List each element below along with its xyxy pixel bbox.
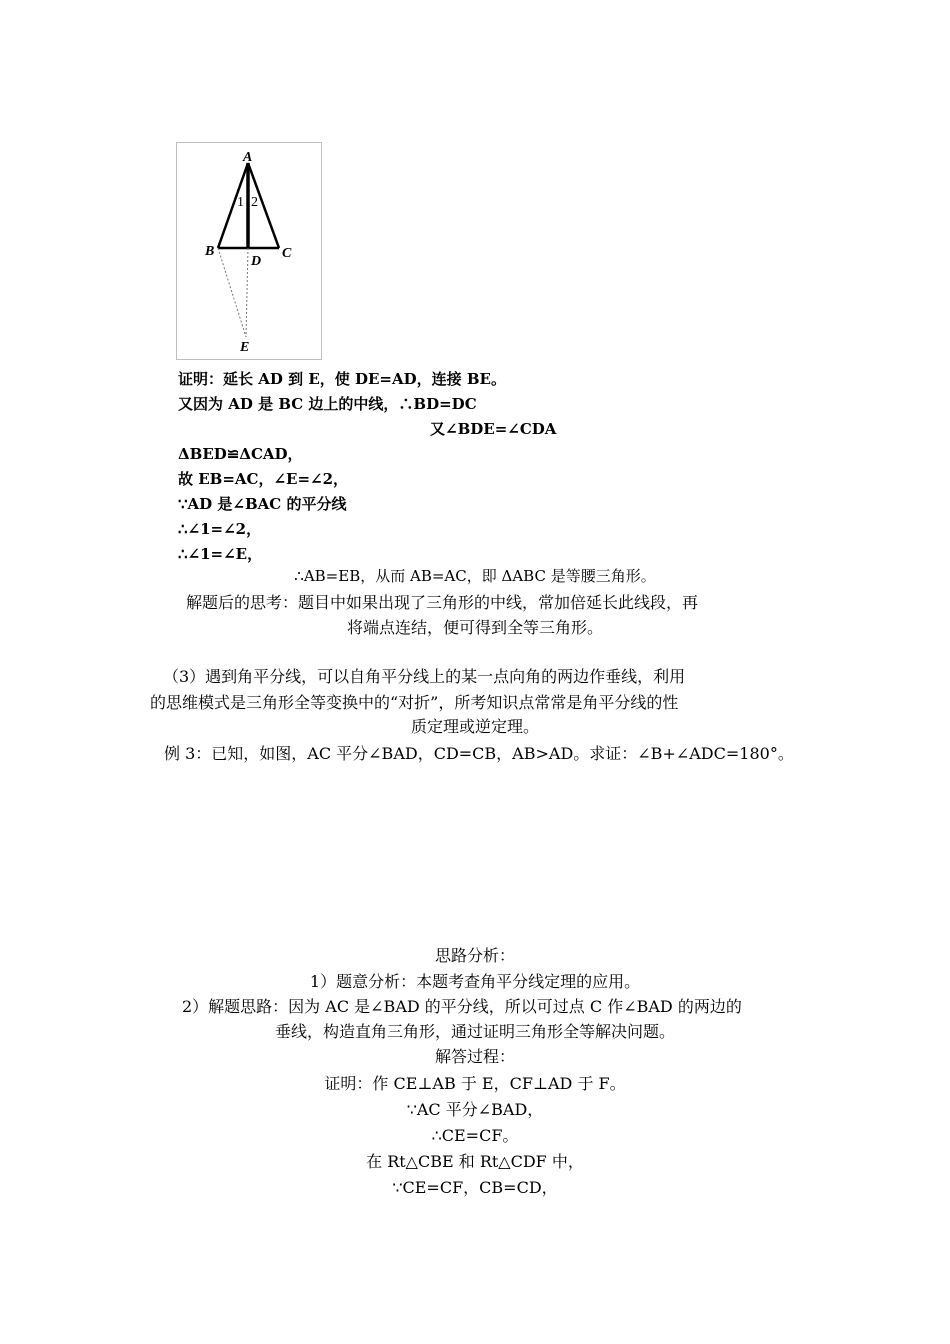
- proof-line-7: ∴∠1=∠2，: [178, 520, 262, 538]
- section3-line-3: 质定理或逆定理。: [410, 717, 539, 736]
- example3-statement: 例 3：已知，如图，AC 平分∠BAD，CD=CB，AB>AD。求证：∠B+∠ADC=180°。: [164, 744, 794, 763]
- proof-line-4: ΔBED≌ΔCAD，: [178, 445, 303, 463]
- solution-title: 解答过程：: [434, 1047, 515, 1066]
- solution-line-2: ∵AC 平分∠BAD，: [406, 1100, 544, 1119]
- proof-line-5: 故 EB=AC，∠E=∠2，: [178, 470, 349, 488]
- segment-de-dashed: [246, 248, 248, 337]
- reflection-line-2: 将端点连结，便可得到全等三角形。: [346, 618, 603, 637]
- triangle-diagram: [177, 143, 321, 359]
- triangle-figure: [176, 142, 322, 360]
- label-d: D: [251, 254, 262, 269]
- proof-line-8: ∴∠1=∠E，: [178, 545, 263, 563]
- label-angle1: 1: [237, 195, 244, 210]
- label-c: C: [282, 246, 292, 261]
- analysis-point-2-line-2: 垂线，构造直角三角形，通过证明三角形全等解决问题。: [274, 1022, 675, 1041]
- proof-conclusion: ∴AB=EB，从而 AB=AC，即 ΔABC 是等腰三角形。: [294, 567, 656, 585]
- solution-line-5: ∵CE=CF，CB=CD，: [392, 1178, 558, 1197]
- analysis-title: 思路分析：: [434, 946, 515, 965]
- label-a: A: [243, 150, 253, 165]
- proof-line-2: 又因为 AD 是 BC 边上的中线，∴BD=DC: [178, 395, 477, 413]
- label-angle2: 2: [251, 195, 258, 210]
- reflection-line-1: 解题后的思考：题目中如果出现了三角形的中线，常加倍延长此线段，再: [186, 593, 699, 612]
- analysis-point-1: 1）题意分析：本题考查角平分线定理的应用。: [309, 972, 641, 991]
- analysis-point-2-line-1: 2）解题思路：因为 AC 是∠BAD 的平分线，所以可过点 C 作∠BAD 的两边的: [182, 997, 742, 1016]
- section3-line-2: 的思维模式是三角形全等变换中的“对折”，所考知识点常常是角平分线的性: [150, 693, 679, 712]
- proof-line-1: 证明：延长 AD 到 E，使 DE=AD，连接 BE。: [178, 370, 506, 388]
- section3-line-1: （3）遇到角平分线，可以自角平分线上的某一点向角的两边作垂线，利用: [163, 667, 686, 686]
- segment-be-dashed: [218, 248, 246, 337]
- solution-line-4: 在 Rt△CBE 和 Rt△CDF 中，: [366, 1152, 584, 1171]
- solution-line-1: 证明：作 CE⊥AB 于 E，CF⊥AD 于 F。: [324, 1074, 626, 1093]
- label-e: E: [240, 340, 250, 355]
- solution-line-3: ∴CE=CF。: [431, 1126, 519, 1145]
- proof-line-3: 又∠BDE=∠CDA: [430, 420, 557, 438]
- proof-line-6: ∵AD 是∠BAC 的平分线: [178, 495, 347, 513]
- label-b: B: [205, 244, 215, 259]
